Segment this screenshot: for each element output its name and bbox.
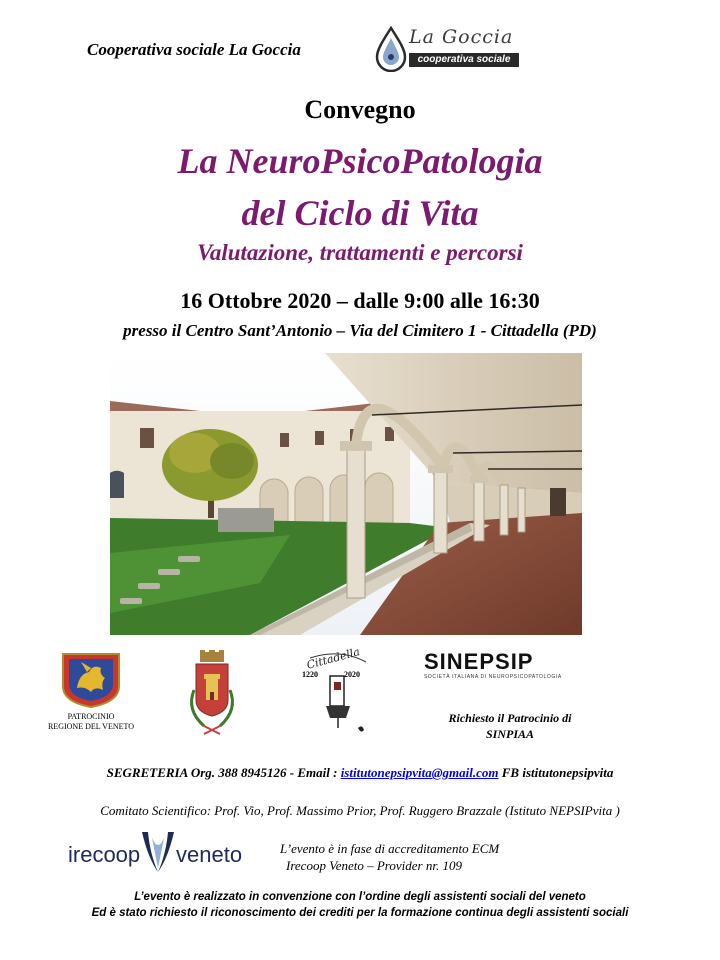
la-goccia-logo-script: La Goccia <box>409 26 514 48</box>
event-venue: presso il Centro Sant’Antonio – Via del Cimitero 1 - Cittadella (PD) <box>123 321 597 340</box>
facebook-handle: FB istitutonepsipvita <box>498 765 614 780</box>
coat-of-arms-icon <box>182 650 242 740</box>
la-goccia-logo <box>374 26 524 74</box>
organization-name: Cooperativa sociale La Goccia <box>87 40 301 59</box>
scientific-committee: Comitato Scientifico: Prof. Vio, Prof. Massimo Prior, Prof. Ruggero Brazzale (Istituto NEPSIPvita ) <box>100 803 620 818</box>
cittadella-script: Cittadella <box>305 645 362 672</box>
cloister-photo <box>110 353 582 635</box>
event-date: 16 Ottobre 2020 – dalle 9:00 alle 16:30 <box>180 288 540 313</box>
ecm-accreditation <box>280 840 499 874</box>
regione-caption-line2: REGIONE DEL VENETO <box>47 722 135 731</box>
sinepsip-full-name: SOCIETÀ ITALIANA DI NEUROPSICOPATOLOGIA <box>424 674 562 680</box>
ecm-line2: Irecoop Veneto – Provider nr. 109 <box>286 858 462 873</box>
comune-coat-of-arms <box>182 650 242 740</box>
regione-veneto-logo <box>46 652 136 737</box>
ecm-line1: L’evento è in fase di accreditamento ECM <box>280 841 500 856</box>
irecoop-logo-right: veneto <box>176 842 243 867</box>
cittadella-year-left: 1220 <box>302 670 318 679</box>
email-link[interactable]: istitutonepsipvita@gmail.com <box>340 765 499 780</box>
regione-caption-line1: PATROCINIO <box>67 712 115 721</box>
patrocinio-line2: SINPIAA <box>485 727 535 741</box>
patrocinio-request <box>420 710 600 742</box>
sinepsip-name: SINEPSIP <box>424 649 534 674</box>
event-title-line2: del Ciclo di Vita <box>241 193 479 233</box>
footer-note <box>0 889 720 921</box>
segreteria-prefix: SEGRETERIA Org. 388 8945126 - Email : <box>106 765 341 780</box>
irecoop-emblem-icon <box>138 828 178 874</box>
event-subtitle: Valutazione, trattamenti e percorsi <box>197 240 523 265</box>
sinepsip-logo <box>424 650 594 680</box>
footer-line1: L’evento è realizzato in convenzione con l’ordine degli assistenti sociali del veneto <box>134 891 586 903</box>
footer-line2: Ed è stato richiesto il riconoscimento dei crediti per la formazione continua degli assistenti sociali <box>91 907 629 919</box>
la-goccia-logo-band: cooperativa sociale <box>409 53 519 67</box>
cittadella-year-right: 2020 <box>344 670 360 679</box>
tower-sketch-icon <box>300 648 380 743</box>
cittadella-anniversary-logo <box>300 645 380 743</box>
patrocinio-line1: Richiesto il Patrocinio di <box>448 711 572 725</box>
event-type: Convegno <box>304 95 416 124</box>
lion-of-saint-mark-icon <box>61 652 121 708</box>
event-title-line1: La NeuroPsicoPatologia <box>177 141 543 181</box>
irecoop-veneto-logo <box>68 828 248 876</box>
irecoop-logo-left: irecoop <box>68 842 141 867</box>
water-drop-icon <box>374 26 408 72</box>
segreteria-contacts <box>0 765 720 781</box>
regione-veneto-caption <box>46 712 136 732</box>
